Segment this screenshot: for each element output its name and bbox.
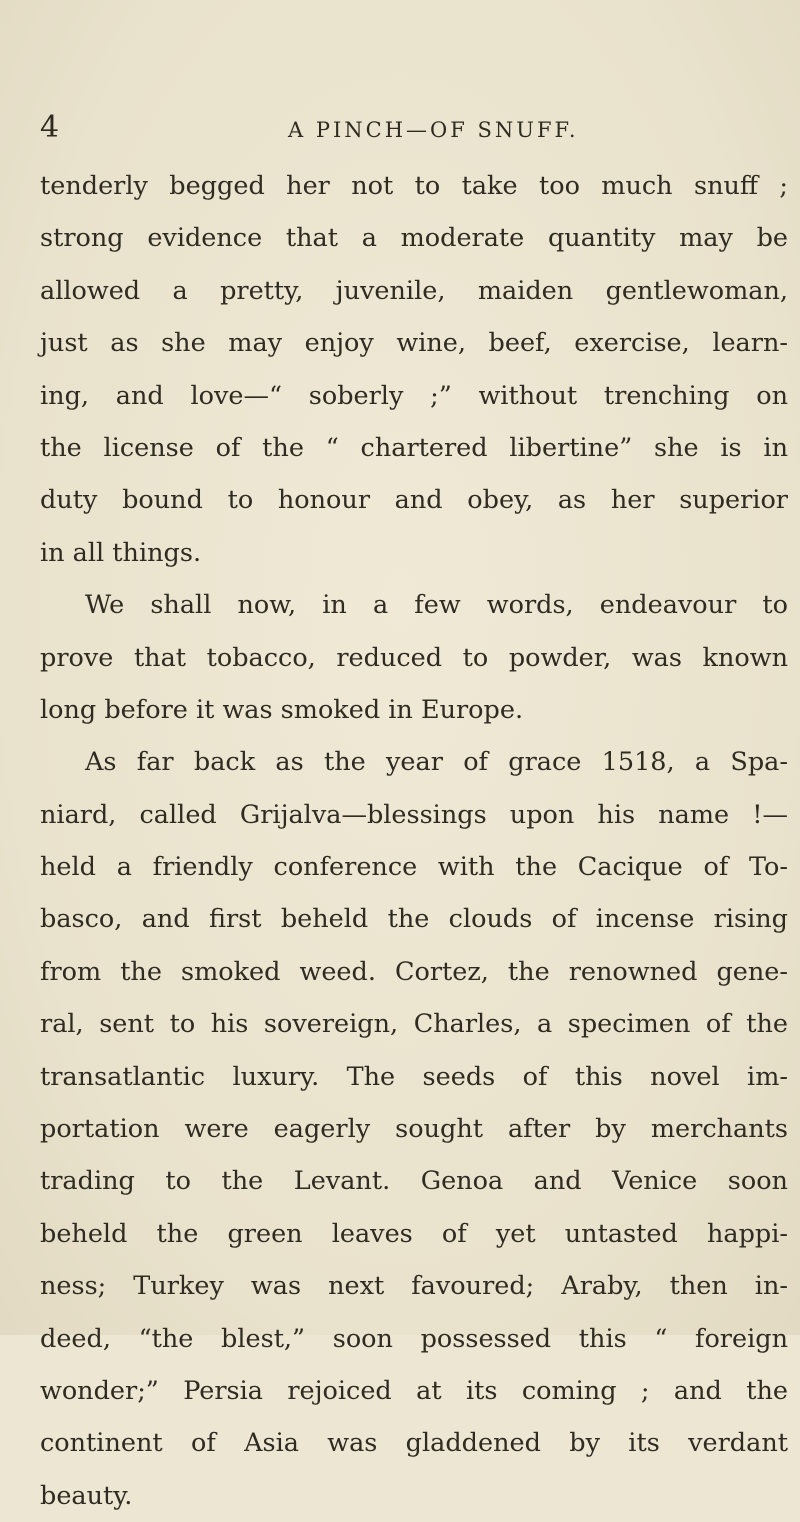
text-line: prove that tobacco, reduced to powder, was known [40, 642, 788, 673]
text-line: long before it was smoked in Europe. [40, 694, 524, 725]
text-line: niard, called Grijalva—blessings upon his name !— [40, 799, 788, 830]
text-line: ral, sent to his sovereign, Charles, a specimen of the [40, 1009, 788, 1040]
page-header [40, 108, 780, 148]
text-line: just as she may enjoy wine, beef, exercise, learn- [40, 328, 788, 359]
text-line: As far back as the year of grace 1518, a Spa- [85, 747, 788, 778]
text-line: the license of the “ chartered libertine” she is in [40, 432, 788, 463]
text-line: beheld the green leaves of yet untasted happi- [40, 1218, 788, 1249]
text-line: continent of Asia was gladdened by its verdant [40, 1428, 788, 1459]
running-head: A PINCH—OF SNUFF. [288, 118, 579, 142]
text-line: transatlantic luxury. The seeds of this novel im- [40, 1061, 788, 1092]
text-line: strong evidence that a moderate quantity may be [40, 223, 788, 254]
text-line: ness; Turkey was next favoured; Araby, then in- [40, 1271, 788, 1302]
text-line: deed, “the blest,” soon possessed this “ foreign [40, 1323, 788, 1354]
text-line: tenderly begged her not to take too much snuff ; [40, 171, 788, 201]
text-line: in all things. [40, 537, 202, 568]
text-line: We shall now, in a few words, endeavour to [85, 590, 788, 621]
text-line: allowed a pretty, juvenile, maiden gentlewoman, [40, 275, 788, 306]
text-line: ing, and love—“ soberly ;” without trenching on [40, 380, 788, 411]
text-line: trading to the Levant. Genoa and Venice soon [40, 1166, 788, 1197]
text-line: portation were eagerly sought after by merchants [40, 1114, 788, 1145]
text-line: wonder;” Persia rejoiced at its coming ; and the [40, 1375, 788, 1406]
text-line: beauty. [40, 1480, 133, 1511]
text-line: duty bound to honour and obey, as her superior [40, 485, 788, 516]
text-line: from the smoked weed. Cortez, the renowned gene- [40, 956, 788, 987]
text-line: held a friendly conference with the Cacique of To- [40, 852, 788, 883]
text-line: basco, and first beheld the clouds of incense rising [40, 904, 788, 935]
body-text [40, 160, 788, 1522]
page-number: 4 [40, 110, 60, 145]
